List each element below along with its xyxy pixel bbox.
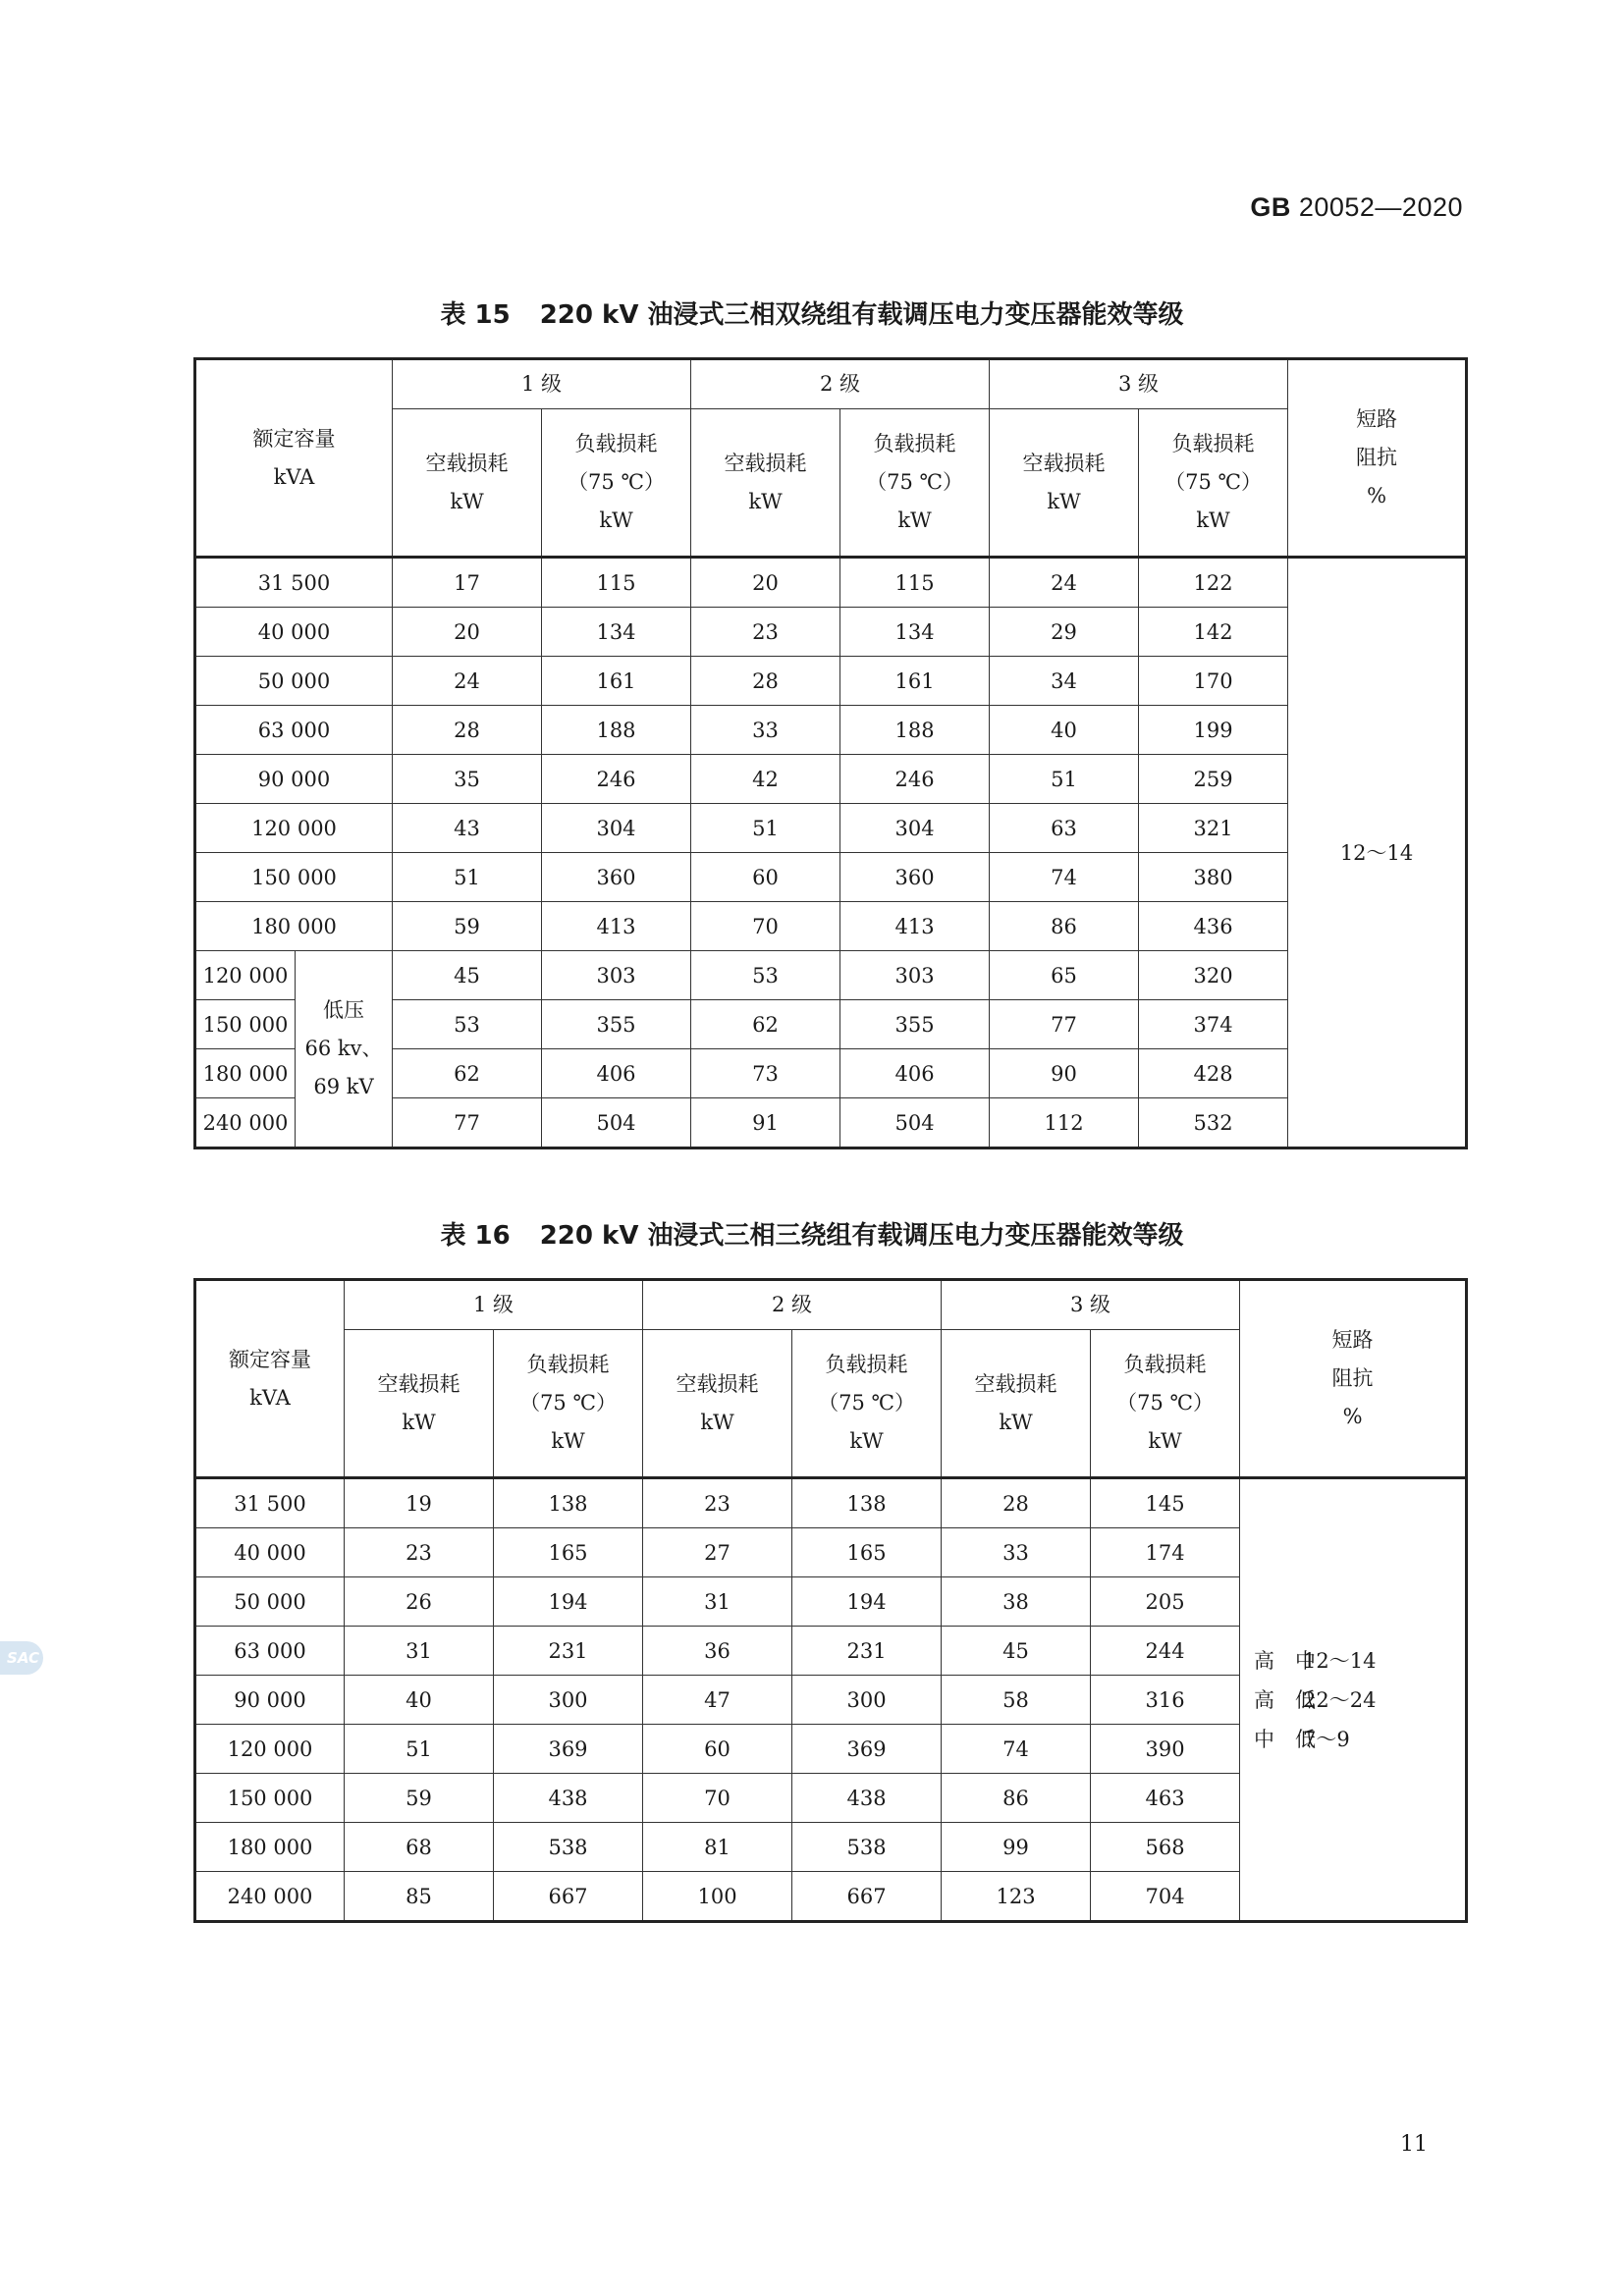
value-cell: 244: [1091, 1627, 1240, 1676]
table16-title: 220 kV 油浸式三相三绕组有载调压电力变压器能效等级: [539, 1221, 1184, 1251]
value-cell: 65: [990, 951, 1139, 1000]
value-cell: 316: [1091, 1676, 1240, 1725]
capacity-cell: 40 000: [195, 1528, 345, 1577]
winding-pair: 中 低: [1254, 1727, 1317, 1751]
value-cell: 438: [494, 1774, 643, 1823]
value-cell: 81: [643, 1823, 792, 1872]
value-cell: 369: [792, 1725, 942, 1774]
load-header: 负载损耗 （75 ℃） kW: [494, 1330, 643, 1478]
value-cell: 59: [393, 902, 542, 951]
value-cell: 165: [792, 1528, 942, 1577]
value-cell: 303: [542, 951, 691, 1000]
value-cell: 568: [1091, 1823, 1240, 1872]
standard-code: [1250, 192, 1463, 223]
noload-header: 空载损耗 kW: [990, 409, 1139, 558]
level-1-header: 1 级: [393, 359, 691, 409]
capacity-cell: 90 000: [195, 755, 393, 804]
value-cell: 62: [691, 1000, 840, 1049]
value-cell: 304: [840, 804, 990, 853]
standard-number: 20052—2020: [1298, 192, 1463, 222]
table-row: [195, 902, 1467, 951]
value-cell: 303: [840, 951, 990, 1000]
table-row: [195, 804, 1467, 853]
sac-watermark-icon: SAC: [0, 1641, 43, 1675]
value-cell: 123: [942, 1872, 1091, 1922]
impedance-line: [1254, 1720, 1465, 1759]
value-cell: 51: [990, 755, 1139, 804]
value-cell: 174: [1091, 1528, 1240, 1577]
value-cell: 38: [942, 1577, 1091, 1627]
table15-title: 220 kV 油浸式三相双绕组有载调压电力变压器能效等级: [539, 300, 1184, 330]
table15: [193, 357, 1468, 1149]
value-cell: 73: [691, 1049, 840, 1098]
value-cell: 380: [1139, 853, 1288, 902]
capacity-cell: 120 000: [195, 804, 393, 853]
value-cell: 194: [792, 1577, 942, 1627]
value-cell: 161: [542, 657, 691, 706]
value-cell: 42: [691, 755, 840, 804]
value-cell: 70: [643, 1774, 792, 1823]
impedance-header: 短路 阻抗 %: [1240, 1280, 1467, 1478]
value-cell: 60: [691, 853, 840, 902]
value-cell: 36: [643, 1627, 792, 1676]
value-cell: 62: [393, 1049, 542, 1098]
capacity-cell: 240 000: [195, 1872, 345, 1922]
capacity-cell: 240 000: [195, 1098, 296, 1148]
value-cell: 205: [1091, 1577, 1240, 1627]
value-cell: 58: [942, 1676, 1091, 1725]
capacity-cell: 180 000: [195, 902, 393, 951]
load-header: 负载损耗 （75 ℃） kW: [1139, 409, 1288, 558]
level-1-header: 1 级: [345, 1280, 643, 1330]
capacity-cell: 31 500: [195, 1478, 345, 1528]
value-cell: 91: [691, 1098, 840, 1148]
value-cell: 31: [345, 1627, 494, 1676]
value-cell: 413: [840, 902, 990, 951]
value-cell: 390: [1091, 1725, 1240, 1774]
winding-pair: 高 中: [1254, 1648, 1317, 1673]
value-cell: 53: [691, 951, 840, 1000]
value-cell: 40: [345, 1676, 494, 1725]
value-cell: 43: [393, 804, 542, 853]
capacity-cell: 180 000: [195, 1823, 345, 1872]
capacity-header: 额定容量 kVA: [195, 1280, 345, 1478]
value-cell: 138: [792, 1478, 942, 1528]
capacity-cell: 150 000: [195, 853, 393, 902]
value-cell: 86: [942, 1774, 1091, 1823]
noload-header: 空载损耗 kW: [393, 409, 542, 558]
capacity-cell: 120 000: [195, 951, 296, 1000]
capacity-cell: 31 500: [195, 558, 393, 608]
value-cell: 51: [345, 1725, 494, 1774]
value-cell: 300: [792, 1676, 942, 1725]
value-cell: 45: [942, 1627, 1091, 1676]
impedance-range: 12～14: [1303, 1648, 1377, 1673]
value-cell: 70: [691, 902, 840, 951]
table16: [193, 1278, 1468, 1923]
value-cell: 667: [792, 1872, 942, 1922]
value-cell: 24: [393, 657, 542, 706]
value-cell: 304: [542, 804, 691, 853]
value-cell: 134: [542, 608, 691, 657]
value-cell: 77: [990, 1000, 1139, 1049]
value-cell: 199: [1139, 706, 1288, 755]
value-cell: 33: [942, 1528, 1091, 1577]
value-cell: 360: [542, 853, 691, 902]
capacity-cell: 150 000: [195, 1774, 345, 1823]
value-cell: 33: [691, 706, 840, 755]
value-cell: 20: [691, 558, 840, 608]
value-cell: 165: [494, 1528, 643, 1577]
level-2-header: 2 级: [691, 359, 990, 409]
value-cell: 463: [1091, 1774, 1240, 1823]
table-row: [195, 755, 1467, 804]
value-cell: 20: [393, 608, 542, 657]
value-cell: 188: [542, 706, 691, 755]
load-header: 负载损耗 （75 ℃） kW: [840, 409, 990, 558]
value-cell: 63: [990, 804, 1139, 853]
load-header: 负载损耗 （75 ℃） kW: [1091, 1330, 1240, 1478]
table-row: [195, 951, 1467, 1000]
value-cell: 45: [393, 951, 542, 1000]
capacity-cell: 120 000: [195, 1725, 345, 1774]
standard-prefix: GB: [1250, 192, 1291, 222]
value-cell: 122: [1139, 558, 1288, 608]
value-cell: 246: [840, 755, 990, 804]
winding-pair: 高 低: [1254, 1687, 1317, 1712]
value-cell: 161: [840, 657, 990, 706]
level-2-header: 2 级: [643, 1280, 942, 1330]
table15-number: 表 15: [440, 300, 511, 330]
value-cell: 40: [990, 706, 1139, 755]
value-cell: 86: [990, 902, 1139, 951]
table-row: [195, 657, 1467, 706]
value-cell: 34: [990, 657, 1139, 706]
value-cell: 100: [643, 1872, 792, 1922]
impedance-line: [1254, 1681, 1465, 1720]
capacity-cell: 50 000: [195, 1577, 345, 1627]
value-cell: 19: [345, 1478, 494, 1528]
value-cell: 74: [990, 853, 1139, 902]
value-cell: 170: [1139, 657, 1288, 706]
impedance-cell: 12～14: [1288, 558, 1467, 1148]
capacity-cell: 180 000: [195, 1049, 296, 1098]
value-cell: 428: [1139, 1049, 1288, 1098]
table16-number: 表 16: [440, 1221, 511, 1251]
value-cell: 538: [494, 1823, 643, 1872]
impedance-line: [1254, 1641, 1465, 1681]
impedance-cell: [1240, 1478, 1467, 1922]
value-cell: 90: [990, 1049, 1139, 1098]
value-cell: 112: [990, 1098, 1139, 1148]
value-cell: 60: [643, 1725, 792, 1774]
table-row: [195, 706, 1467, 755]
value-cell: 406: [840, 1049, 990, 1098]
value-cell: 438: [792, 1774, 942, 1823]
value-cell: 259: [1139, 755, 1288, 804]
impedance-header: 短路 阻抗 %: [1288, 359, 1467, 558]
value-cell: 99: [942, 1823, 1091, 1872]
value-cell: 188: [840, 706, 990, 755]
value-cell: 413: [542, 902, 691, 951]
table-row: [195, 558, 1467, 608]
impedance-range: 22～24: [1303, 1687, 1377, 1712]
value-cell: 59: [345, 1774, 494, 1823]
value-cell: 115: [542, 558, 691, 608]
value-cell: 27: [643, 1528, 792, 1577]
table15-caption: [0, 294, 1624, 331]
value-cell: 504: [840, 1098, 990, 1148]
value-cell: 360: [840, 853, 990, 902]
value-cell: 47: [643, 1676, 792, 1725]
value-cell: 321: [1139, 804, 1288, 853]
value-cell: 115: [840, 558, 990, 608]
value-cell: 17: [393, 558, 542, 608]
value-cell: 436: [1139, 902, 1288, 951]
low-voltage-label: 低压 66 kv、 69 kV: [296, 951, 393, 1148]
value-cell: 35: [393, 755, 542, 804]
value-cell: 504: [542, 1098, 691, 1148]
value-cell: 26: [345, 1577, 494, 1627]
value-cell: 23: [345, 1528, 494, 1577]
value-cell: 85: [345, 1872, 494, 1922]
value-cell: 704: [1091, 1872, 1240, 1922]
noload-header: 空载损耗 kW: [345, 1330, 494, 1478]
value-cell: 77: [393, 1098, 542, 1148]
value-cell: 532: [1139, 1098, 1288, 1148]
value-cell: 24: [990, 558, 1139, 608]
value-cell: 194: [494, 1577, 643, 1627]
noload-header: 空载损耗 kW: [691, 409, 840, 558]
value-cell: 246: [542, 755, 691, 804]
value-cell: 231: [792, 1627, 942, 1676]
value-cell: 51: [393, 853, 542, 902]
noload-header: 空载损耗 kW: [643, 1330, 792, 1478]
capacity-cell: 90 000: [195, 1676, 345, 1725]
value-cell: 29: [990, 608, 1139, 657]
value-cell: 355: [840, 1000, 990, 1049]
level-3-header: 3 级: [990, 359, 1288, 409]
value-cell: 374: [1139, 1000, 1288, 1049]
capacity-header: 额定容量 kVA: [195, 359, 393, 558]
capacity-cell: 50 000: [195, 657, 393, 706]
value-cell: 231: [494, 1627, 643, 1676]
value-cell: 142: [1139, 608, 1288, 657]
value-cell: 134: [840, 608, 990, 657]
level-3-header: 3 级: [942, 1280, 1240, 1330]
value-cell: 31: [643, 1577, 792, 1627]
capacity-cell: 63 000: [195, 1627, 345, 1676]
value-cell: 369: [494, 1725, 643, 1774]
capacity-cell: 150 000: [195, 1000, 296, 1049]
capacity-cell: 40 000: [195, 608, 393, 657]
load-header: 负载损耗 （75 ℃） kW: [542, 409, 691, 558]
value-cell: 28: [691, 657, 840, 706]
value-cell: 51: [691, 804, 840, 853]
capacity-cell: 63 000: [195, 706, 393, 755]
value-cell: 667: [494, 1872, 643, 1922]
impedance-range: 7～9: [1303, 1727, 1350, 1751]
value-cell: 300: [494, 1676, 643, 1725]
noload-header: 空载损耗 kW: [942, 1330, 1091, 1478]
value-cell: 406: [542, 1049, 691, 1098]
load-header: 负载损耗 （75 ℃） kW: [792, 1330, 942, 1478]
value-cell: 320: [1139, 951, 1288, 1000]
value-cell: 145: [1091, 1478, 1240, 1528]
value-cell: 68: [345, 1823, 494, 1872]
value-cell: 355: [542, 1000, 691, 1049]
value-cell: 28: [393, 706, 542, 755]
value-cell: 53: [393, 1000, 542, 1049]
value-cell: 28: [942, 1478, 1091, 1528]
value-cell: 138: [494, 1478, 643, 1528]
table-row: [195, 608, 1467, 657]
value-cell: 538: [792, 1823, 942, 1872]
value-cell: 23: [691, 608, 840, 657]
table16-caption: [0, 1215, 1624, 1252]
value-cell: 74: [942, 1725, 1091, 1774]
table-row: [195, 853, 1467, 902]
page-number: 11: [1400, 2132, 1428, 2157]
table-row: [195, 1478, 1467, 1528]
value-cell: 23: [643, 1478, 792, 1528]
